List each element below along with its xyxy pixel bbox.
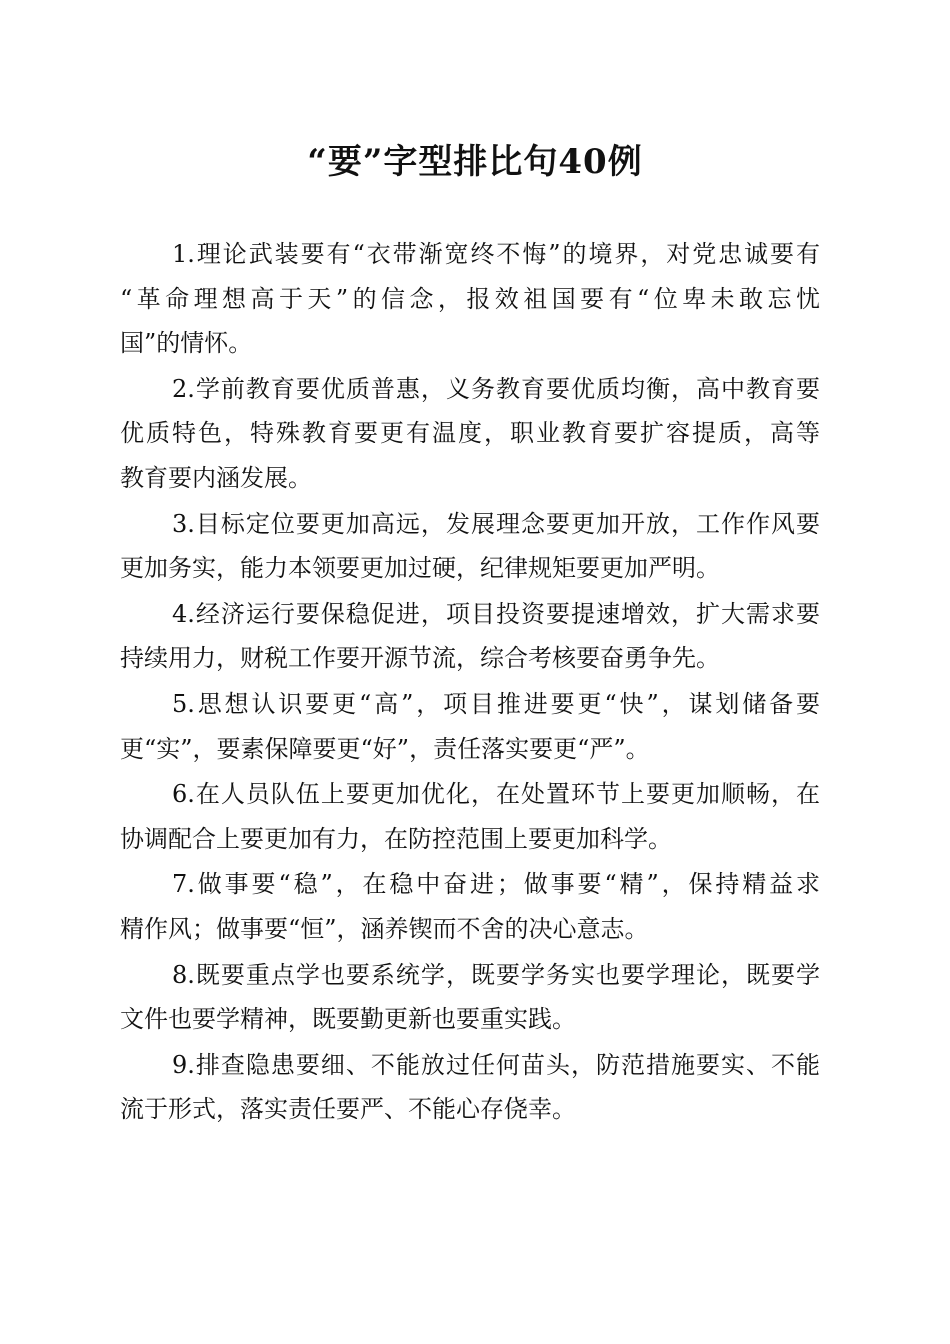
paragraph-line: 持续用力，财税工作要开源节流，综合考核要奋勇争先。 — [120, 644, 720, 673]
paragraph-7 — [120, 862, 820, 951]
paragraph-3 — [120, 502, 820, 591]
paragraph-4 — [120, 592, 820, 681]
paragraph-line: 4.经济运行要保稳促进，项目投资要提速增效，扩大需求要 — [172, 599, 820, 628]
paragraph-line: 更“实”，要素保障要更“好”，责任落实要更“严”。 — [120, 734, 650, 763]
paragraph-line: 8.既要重点学也要系统学，既要学务实也要学理论，既要学 — [172, 960, 820, 989]
paragraph-line: 文件也要学精神，既要勤更新也要重实践。 — [120, 1005, 576, 1034]
paragraph-line: 5.思想认识要更“高”，项目推进要更“快”，谋划储备要 — [172, 689, 820, 718]
paragraph-line: 3.目标定位要更加高远，发展理念要更加开放，工作作风要 — [172, 509, 820, 538]
paragraph-line: 2.学前教育要优质普惠，义务教育要优质均衡，高中教育要 — [172, 374, 820, 403]
paragraph-line: 优质特色，特殊教育要更有温度，职业教育要扩容提质，高等 — [120, 419, 820, 448]
paragraph-line: 协调配合上要更加有力，在防控范围上要更加科学。 — [120, 824, 672, 853]
paragraph-line: 流于形式，落实责任要严、不能心存侥幸。 — [120, 1095, 576, 1124]
paragraph-1 — [120, 232, 820, 366]
paragraph-6 — [120, 772, 820, 861]
paragraph-line: 教育要内涵发展。 — [120, 463, 312, 492]
document-title: “要”字型排比句40例 — [307, 142, 643, 182]
paragraph-line: 国”的情怀。 — [120, 329, 253, 358]
document-body — [120, 232, 820, 1133]
paragraph-line: 7.做事要“稳”，在稳中奋进；做事要“精”，保持精益求 — [172, 870, 820, 899]
paragraph-line: 9.排查隐患要细、不能放过任何苗头，防范措施要实、不能 — [172, 1050, 820, 1079]
paragraph-line: 精作风；做事要“恒”，涵养锲而不舍的决心意志。 — [120, 914, 649, 943]
paragraph-9 — [120, 1043, 820, 1132]
paragraph-line: 6.在人员队伍上要更加优化，在处置环节上要更加顺畅，在 — [172, 780, 820, 809]
paragraph-line: 1.理论武装要有“衣带渐宽终不悔”的境界，对党忠诚要有 — [172, 240, 820, 268]
paragraph-2 — [120, 367, 820, 501]
paragraph-line: “革命理想高于天”的信念，报效祖国要有“位卑未敢忘忧 — [120, 284, 820, 313]
paragraph-8 — [120, 953, 820, 1042]
paragraph-line: 更加务实，能力本领要更加过硬，纪律规矩要更加严明。 — [120, 554, 720, 583]
paragraph-5 — [120, 682, 820, 771]
